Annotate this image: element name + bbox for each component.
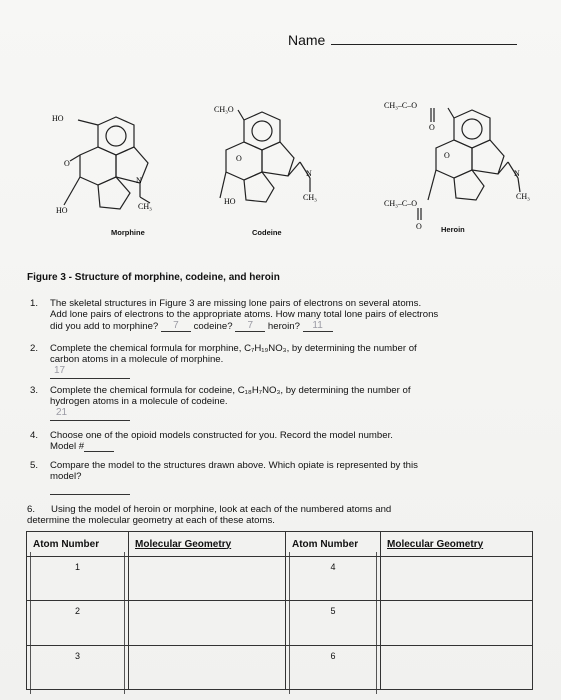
atom-number-1: 1 <box>74 562 80 572</box>
table-row <box>27 557 533 601</box>
question-3-answer: 21 <box>56 407 68 418</box>
question-2-line-2: carbon atoms in a molecule of morphine. <box>50 354 224 365</box>
geometry-answer-cell-3[interactable] <box>129 645 286 689</box>
geometry-answer-cell-6[interactable] <box>381 645 533 689</box>
codeine-n: N <box>306 169 312 178</box>
figure-caption: Figure 3 - Structure of morphine, codeine, and heroin <box>27 272 280 283</box>
question-1-heroin-prompt: heroin? <box>267 321 300 332</box>
name-label: Name <box>288 32 326 48</box>
heroin-lone-pairs-answer[interactable] <box>303 320 333 332</box>
geometry-answer-cell-2[interactable] <box>129 601 286 645</box>
codeine-ch3: CH₃ <box>303 193 317 202</box>
atom-number-3: 3 <box>74 650 80 661</box>
morphine-ring-o: O <box>64 159 70 168</box>
codeine-ring-o: O <box>236 154 242 163</box>
question-1-line-2: Add lone pairs of electrons to the appropriate atoms. How many total lone pairs of electrons <box>50 309 439 320</box>
question-1 <box>30 298 530 332</box>
question-3-line-2: hydrogen atoms in a molecule of codeine. <box>50 396 228 407</box>
header-atom-number-right: Atom Number <box>286 532 381 557</box>
heroin-n: N <box>514 169 520 178</box>
table-row <box>27 645 533 689</box>
question-5-line-2: model? <box>50 471 82 482</box>
geometry-answer-cell-5[interactable] <box>381 601 533 645</box>
atom-number-2: 2 <box>74 606 80 617</box>
question-1-morphine-prompt: did you add to morphine? <box>50 321 159 332</box>
question-2-answer-line[interactable] <box>50 365 130 379</box>
heroin-bottom-carbonyl-o: O <box>416 222 422 231</box>
heroin-structure <box>378 96 538 232</box>
geometry-table <box>26 531 533 690</box>
atom-number-cell <box>286 645 381 689</box>
question-5-number: 5. <box>30 460 39 471</box>
atom-number-cell <box>286 557 381 601</box>
heroin-ring-o: O <box>444 151 450 160</box>
question-4-model-prompt: Model # <box>50 441 85 452</box>
heroin-top-group: CH₃–C–O <box>384 101 418 110</box>
header-molecular-geometry-left: Molecular Geometry <box>129 532 286 557</box>
codeine-structure <box>210 100 340 230</box>
question-5-line-1: Compare the model to the structures drawn above. Which opiate is represented by this <box>50 460 418 471</box>
codeine-bottom-group: HO <box>224 197 236 206</box>
header-atom-number-left: Atom Number <box>27 532 129 557</box>
question-1-line-3 <box>50 320 530 332</box>
question-1-number: 1. <box>30 298 39 309</box>
question-6-line-2: determine the molecular geometry at each of these atoms. <box>27 515 275 526</box>
heroin-skeleton <box>378 96 538 232</box>
codeine-lone-pairs-answer[interactable] <box>235 320 265 332</box>
atom-number-cell <box>27 601 129 645</box>
atom-number-cell <box>286 601 381 645</box>
atom-number-5: 5 <box>330 606 336 617</box>
heroin-lone-pairs-value: 11 <box>312 320 323 331</box>
question-1-codeine-prompt: codeine? <box>193 321 233 332</box>
morphine-skeleton <box>40 105 180 235</box>
atom-number-cell <box>27 557 129 601</box>
question-3-answer-line[interactable] <box>50 407 130 421</box>
question-4-number: 4. <box>30 430 39 441</box>
question-2 <box>30 343 530 379</box>
codeine-skeleton <box>210 100 340 230</box>
morphine-label: Morphine <box>111 228 145 237</box>
question-6-line-1: Using the model of heroin or morphine, look at each of the numbered atoms and <box>51 504 392 515</box>
question-6-number: 6. <box>27 504 36 515</box>
morphine-n: N <box>136 176 142 185</box>
morphine-lone-pairs-value: 7 <box>173 320 179 331</box>
table-row <box>27 601 533 645</box>
question-3-line-1: Complete the chemical formula for codeine, C₁₈H₇NO₃, by determining the number of <box>50 385 411 396</box>
codeine-top-group: CH₃O <box>214 105 234 114</box>
morphine-structure <box>40 105 180 235</box>
question-5-answer-line[interactable] <box>50 482 130 495</box>
heroin-top-carbonyl-o: O <box>429 123 435 132</box>
atom-number-4: 4 <box>330 562 336 572</box>
morphine-lone-pairs-answer[interactable] <box>161 320 191 332</box>
question-1-line-1: The skeletal structures in Figure 3 are missing lone pairs of electrons on several atoms. <box>50 298 422 309</box>
atom-number-6: 6 <box>330 650 336 661</box>
heroin-bottom-group: CH₃–C–O <box>384 199 418 208</box>
question-2-number: 2. <box>30 343 39 354</box>
heroin-ch3: CH₃ <box>516 192 530 201</box>
morphine-ch3: CH₃ <box>138 202 152 211</box>
question-2-line-1: Complete the chemical formula for morphine, C₇H₁₉NO₃, by determining the number of <box>50 343 417 354</box>
question-5 <box>30 460 530 495</box>
heroin-label: Heroin <box>441 225 465 234</box>
codeine-lone-pairs-value: 7 <box>247 320 254 331</box>
atom-number-cell <box>27 645 129 689</box>
question-4-line-1: Choose one of the opioid models constructed for you. Record the model number. <box>50 430 393 441</box>
codeine-label: Codeine <box>252 228 282 237</box>
name-field-line[interactable] <box>331 44 517 45</box>
header-molecular-geometry-right: Molecular Geometry <box>381 532 533 557</box>
question-3-number: 3. <box>30 385 39 396</box>
question-6 <box>27 504 507 526</box>
geometry-answer-cell-4[interactable] <box>381 557 533 601</box>
morphine-bottom-group: HO <box>56 206 68 215</box>
model-number-field[interactable] <box>84 441 114 452</box>
geometry-answer-cell-1[interactable] <box>129 557 286 601</box>
morphine-top-group: HO <box>52 114 64 123</box>
question-3 <box>30 385 530 421</box>
question-4 <box>30 430 530 452</box>
question-2-answer: 17 <box>54 365 66 376</box>
